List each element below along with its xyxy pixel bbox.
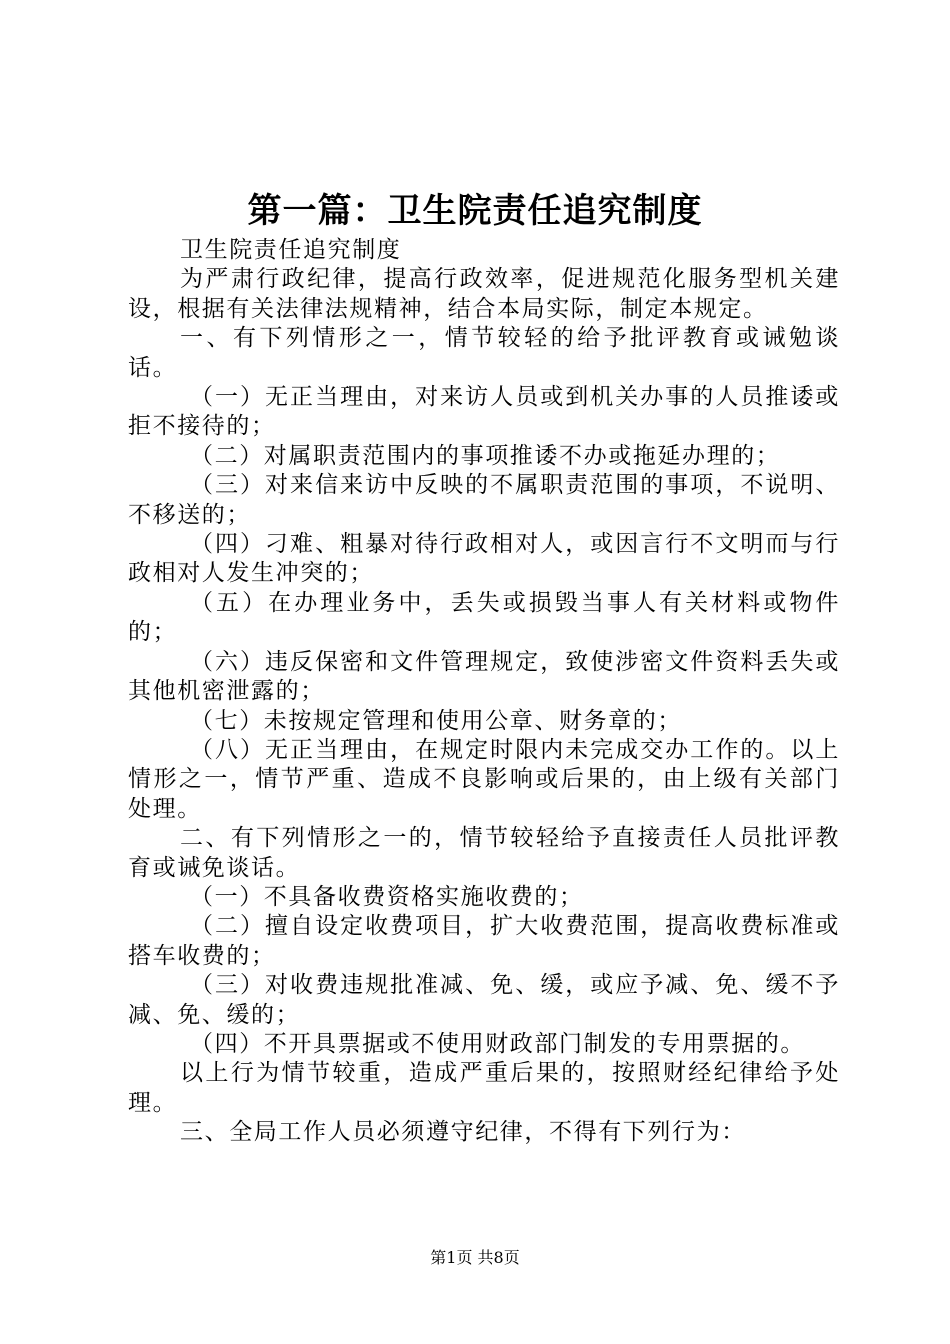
section-one-heading: 一、有下列情形之一，情节较轻的给予批评教育或诫勉谈话。 — [128, 325, 840, 381]
section-one-item-4: （四）刁难、粗暴对待行政相对人，或因言行不文明而与行政相对人发生冲突的； — [128, 531, 840, 587]
section-two-item-3: （三）对收费违规批准减、免、缓，或应予减、免、缓不予减、免、缓的； — [128, 972, 840, 1028]
section-two-heading: 二、有下列情形之一的，情节较轻给予直接责任人员批评教育或诫免谈话。 — [128, 825, 840, 881]
section-one-item-7: （七）未按规定管理和使用公章、财务章的； — [190, 707, 682, 734]
paragraph-heading: 卫生院责任追究制度 — [180, 237, 402, 263]
page-number: 第1页 共8页 — [430, 1248, 520, 1267]
section-two-item-2: （二）擅自设定收费项目，扩大收费范围，提高收费标准或搭车收费的； — [128, 913, 840, 969]
paragraph-intro: 为严肃行政纪律，提高行政效率，促进规范化服务型机关建设，根据有关法律法规精神，结合本局实际，制定本规定。 — [128, 266, 840, 322]
document-title: 第一篇：卫生院责任追究制度 — [247, 191, 703, 231]
section-one-item-2: （二）对属职责范围内的事项推诿不办或拖延办理的； — [190, 442, 781, 469]
section-two-item-4: （四）不开具票据或不使用财政部门制发的专用票据的。 — [190, 1030, 805, 1057]
section-one-item-8: （八）无正当理由，在规定时限内未完成交办工作的。以上情形之一，情节严重、造成不良影响或后果的，由上级有关部门处理。 — [128, 736, 840, 822]
section-two-item-1: （一）不具备收费资格实施收费的； — [190, 883, 584, 910]
section-three-heading: 三、全局工作人员必须遵守纪律，不得有下列行为： — [180, 1119, 746, 1146]
section-one-item-6: （六）违反保密和文件管理规定，致使涉密文件资料丢失或其他机密泄露的； — [128, 648, 840, 705]
section-one-item-5: （五）在办理业务中，丢失或损毁当事人有关材料或物件的； — [128, 589, 840, 646]
section-two-note: 以上行为情节较重，造成严重后果的，按照财经纪律给予处理。 — [128, 1060, 840, 1116]
document-body — [128, 236, 840, 1148]
section-one-item-1: （一）无正当理由，对来访人员或到机关办事的人员推诿或拒不接待的； — [128, 384, 840, 440]
section-one-item-3: （三）对来信来访中反映的不属职责范围的事项，不说明、不移送的； — [128, 472, 840, 528]
